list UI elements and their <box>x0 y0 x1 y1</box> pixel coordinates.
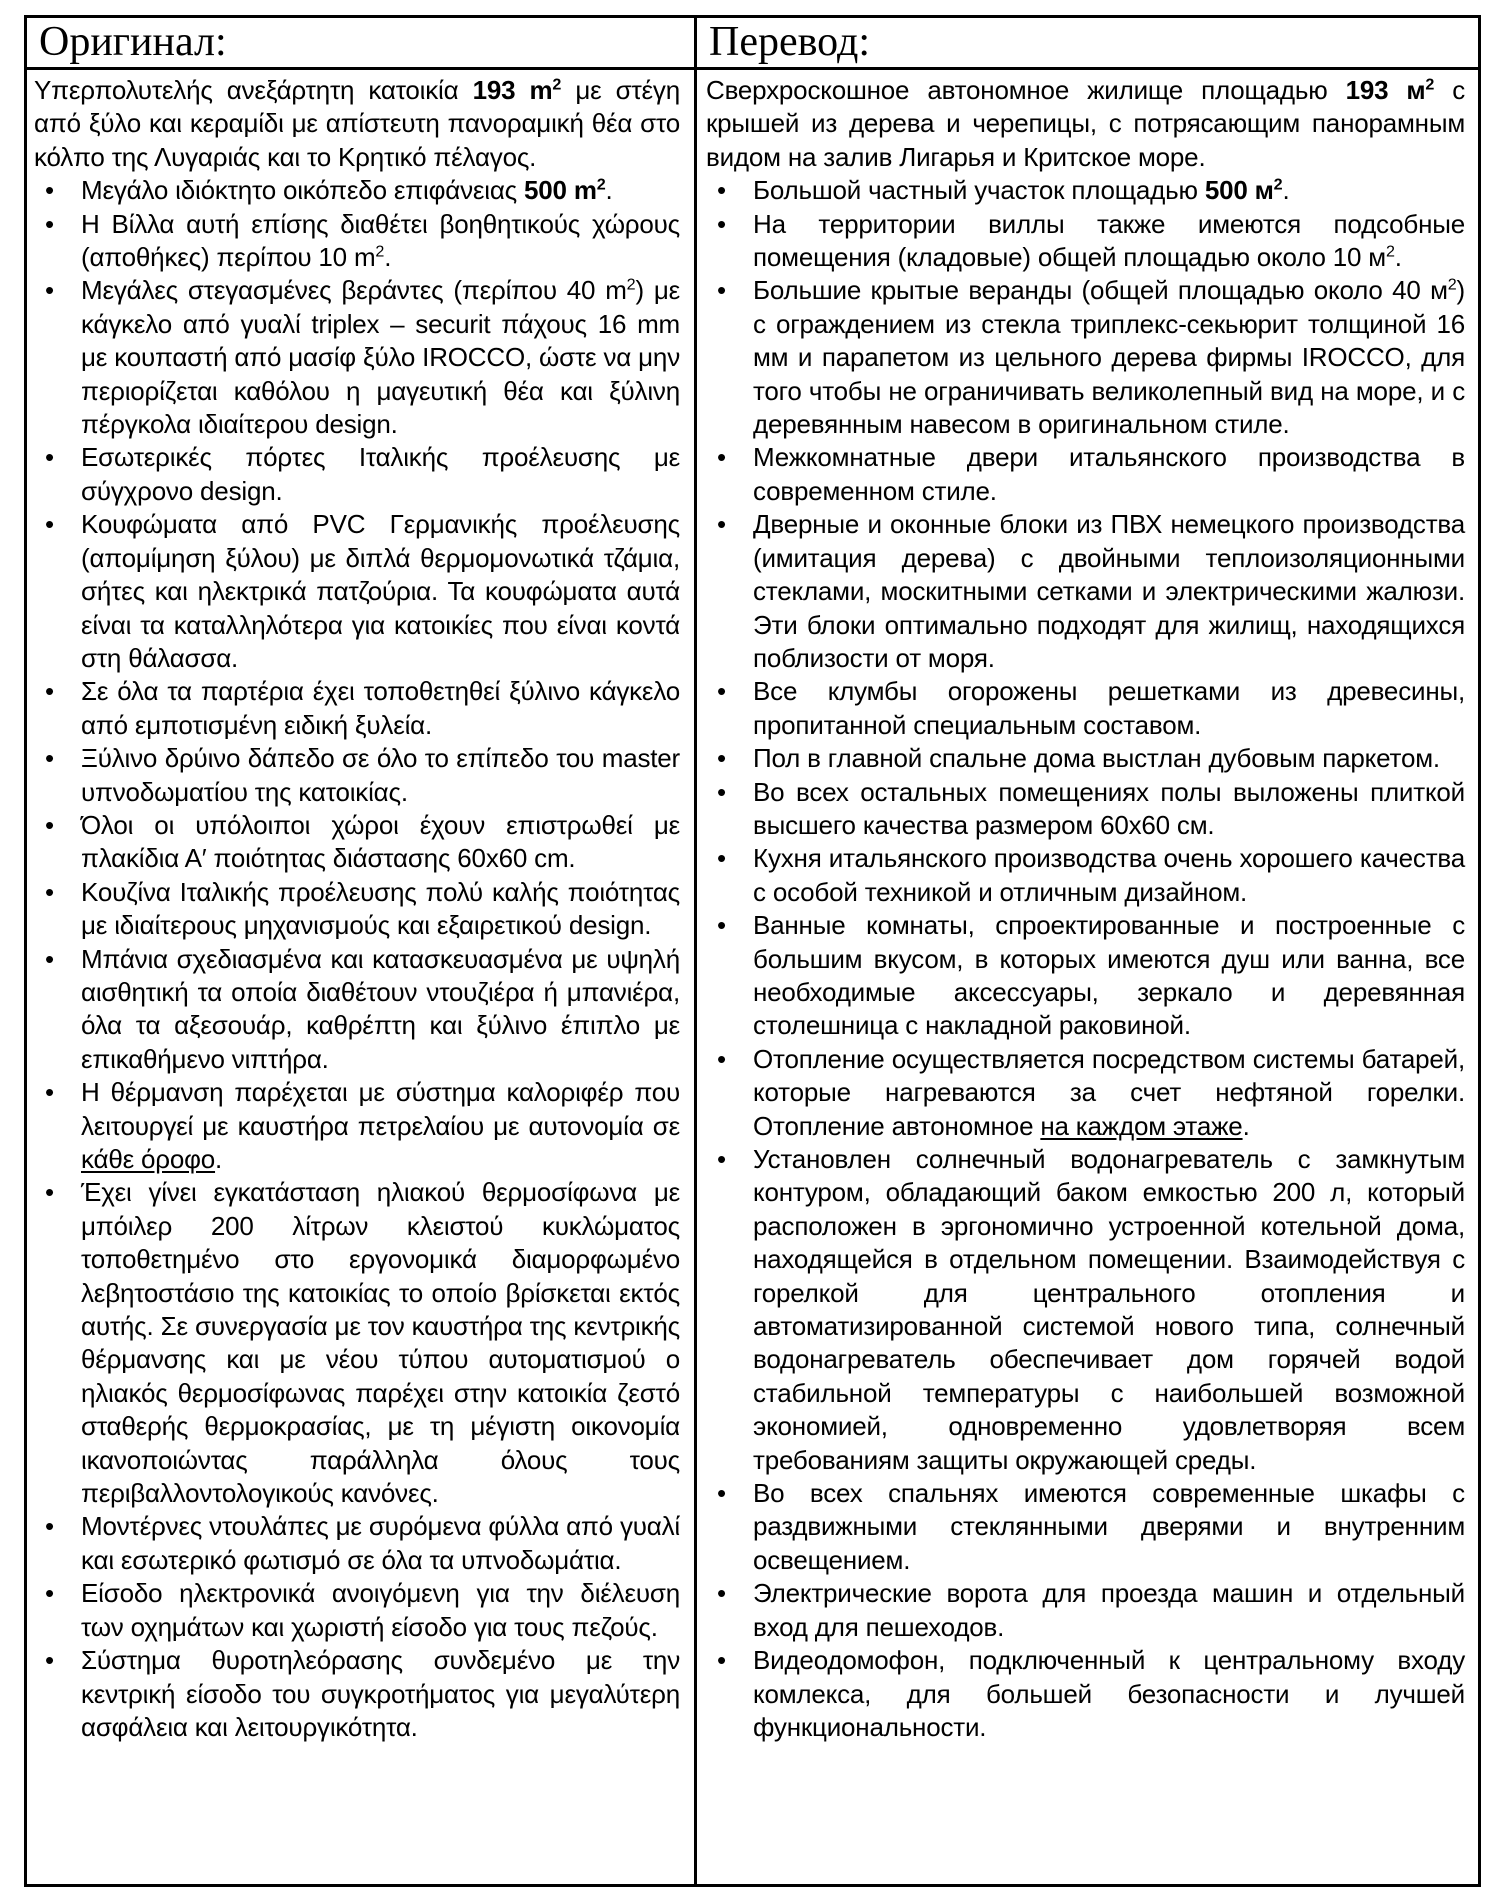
table-header-row <box>27 18 1478 70</box>
translation-intro-paragraph: Сверхроскошное автономное жилище площадью 193 $м^2$ с крышей из дерева и черепицы, с потрясающим панорамным видом на залив Лигарья и Критское море. <box>706 75 1466 172</box>
list-item: • Μεγάλες στεγασμένες βεράντες (περίπου 40 $m^2$) με κάγκελο από γυαλί triplex – securit πάχους 16 mm με κουπαστή από μασίφ ξύλο IROCCO, ώστε να μην περιορίζεται καθόλου η μαγευτική θέα και ξύλινη πέργκολα ιδιαίτερου design. <box>34 274 680 441</box>
list-item: • Во всех спальнях имеются современные шкафы с раздвижными стеклянными дверями и внутренним освещением. <box>706 1477 1465 1577</box>
list-item: • Электрические ворота для проезда машин и отдельный вход для пешеходов. <box>706 1577 1465 1644</box>
list-item: • Μοντέρνες ντουλάπες με συρόμενα φύλλα από γυαλί και εσωτερικό φωτισμό σε όλα τα υπνοδωμάτια. <box>34 1510 680 1577</box>
list-item: • Η Βίλλα αυτή επίσης διαθέτει βοηθητικούς χώρους (αποθήκες) περίπου 10 $m^2$. <box>34 208 680 275</box>
translation-bullet-list <box>706 174 1465 1744</box>
list-item: • Во всех остальных помещениях полы выложены плиткой высшего качества размером 60х60 см. <box>706 776 1465 843</box>
original-intro-paragraph: Υπερπολυτελής ανεξάρτητη κατοικία 193 $m^2$ με στέγη από ξύλο και κεραμίδι με απίστευτη πανοραμική θέα στο κόλπο της Λυγαριάς και το Κρητικό πέλαγος. <box>34 75 680 172</box>
column-header-original: Оригинал: <box>27 18 697 67</box>
list-item: • Кухня итальянского производства очень хорошего качества с особой техникой и отличным дизайном. <box>706 842 1465 909</box>
list-item: • Установлен солнечный водонагреватель с замкнутым контуром, обладающий баком емкостью 200 л, который расположен в эргономично устроенной котельной дома, находящейся в отдельном помещении. Взаимодействуя с горелкой для центрального отопления и автоматизированной системой нового типа, солнечный водонагреватель обеспечивает дом горячей водой стабильной температуры с наибольшей возможной экономией, одновременно удовлетворяя всем требованиям защиты окружающей среды. <box>706 1143 1465 1477</box>
list-item: • Ванные комнаты, спроектированные и построенные с большим вкусом, в которых имеются душ или ванна, все необходимые аксессуары, зеркало и деревянная столешница с накладной раковиной. <box>706 909 1465 1043</box>
list-item: • Έχει γίνει εγκατάσταση ηλιακού θερμοσίφωνα με μπόιλερ 200 λίτρων κλειστού κυκλώματος τοποθετημένο στο εργονομικά διαμορφωμένο λεβητοστάσιο της κατοικίας το οποίο βρίσκεται εκτός αυτής. Σε συνεργασία με τον καυστήρα της κεντρικής θέρμανσης και με νέου τύπου αυτοματισμού ο ηλιακός θερμοσίφωνας παρέχει στην κατοικία ζεστό σταθερής θερμοκρασίας, με τη μέγιστη οικονομία ικανοποιώντας παράλληλα όλους τους περιβαλλοντολογικούς κανόνες. <box>34 1176 680 1510</box>
column-header-translation: Перевод: <box>709 19 870 65</box>
list-item: • Большие крытые веранды (общей площадью около 40 $м^2$) с ограждением из стекла триплекс-секьюрит толщиной 16 мм и парапетом из цельного дерева фирмы IROCCO, для того чтобы не ограничивать великолепный вид на море, и с деревянным навесом в оригинальном стиле. <box>706 274 1465 441</box>
list-item: • Μεγάλο ιδιόκτητο οικόπεδο επιφάνειας 500 $m^2$. <box>34 174 680 207</box>
list-item: • Εσωτερικές πόρτες Ιταλικής προέλευσης με σύγχρονο design. <box>34 441 680 508</box>
translation-table <box>24 15 1481 1887</box>
list-item: • Είσοδο ηλεκτρονικά ανοιγόμενη για την διέλευση των οχημάτων και χωριστή είσοδο για τους πεζούς. <box>34 1577 680 1644</box>
list-item: • Все клумбы огорожены решетками из древесины, пропитанной специальным составом. <box>706 675 1465 742</box>
list-item: • Ξύλινο δρύινο δάπεδο σε όλο το επίπεδο του master υπνοδωματίου της κατοικίας. <box>34 742 680 809</box>
original-bullet-list <box>34 174 680 1744</box>
table-body-row <box>27 70 1478 1884</box>
list-item: • Σύστημα θυροτηλεόρασης συνδεμένο με την κεντρική είσοδο του συγκροτήματος για μεγαλύτερη ασφάλεια και λειτουργικότητα. <box>34 1644 680 1744</box>
list-item: • Пол в главной спальне дома выстлан дубовым паркетом. <box>706 742 1465 775</box>
list-item: • Κουφώματα από PVC Γερμανικής προέλευσης (απομίμηση ξύλου) με διπλά θερμομονωτικά τζάμια, σήτες και ηλεκτρικά πατζούρια. Τα κουφώματα αυτά είναι τα καταλληλότερα για κατοικίες που είναι κοντά στη θάλασσα. <box>34 508 680 675</box>
list-item: • Отопление осуществляется посредством системы батарей, которые нагреваются за счет нефтяной горелки. Отопление автономное на каждом этаже. <box>706 1043 1465 1143</box>
list-item: • Большой частный участок площадью 500 $м^2$. <box>706 174 1465 207</box>
list-item: • Όλοι οι υπόλοιποι χώροι έχουν επιστρωθεί με πλακίδια Α′ ποιότητας διάστασης 60x60 cm. <box>34 809 680 876</box>
list-item: • Η θέρμανση παρέχεται με σύστημα καλοριφέρ που λειτουργεί με καυστήρα πετρελαίου με αυτονομία σε κάθε όροφο. <box>34 1076 680 1176</box>
original-column-cell <box>27 70 697 1884</box>
list-item: • Σε όλα τα παρτέρια έχει τοποθετηθεί ξύλινο κάγκελο από εμποτισμένη ειδική ξυλεία. <box>34 675 680 742</box>
list-item: • Κουζίνα Ιταλικής προέλευσης πολύ καλής ποιότητας με ιδιαίτερους μηχανισμούς και εξαιρετικού design. <box>34 876 680 943</box>
list-item: • Μπάνια σχεδιασμένα και κατασκευασμένα με υψηλή αισθητική τα οποία διαθέτουν ντουζιέρα ή μπανιέρα, όλα τα αξεσουάρ, καθρέπτη και ξύλινο έπιπλο με επικαθήμενο νιπτήρα. <box>34 943 680 1077</box>
list-item: • Межкомнатные двери итальянского производства в современном стиле. <box>706 441 1465 508</box>
translation-column-cell <box>697 70 1478 1884</box>
list-item: • Видеодомофон, подключенный к центральному входу комлекса, для большей безопасности и лучшей функциональности. <box>706 1644 1465 1744</box>
list-item: • На территории виллы также имеются подсобные помещения (кладовые) общей площадью около 10 $м^2$. <box>706 208 1465 275</box>
list-item: • Дверные и оконные блоки из ПВХ немецкого производства (имитация дерева) с двойными теплоизоляционными стеклами, москитными сетками и электрическими жалюзи. Эти блоки оптимально подходят для жилищ, находящихся поблизости от моря. <box>706 508 1465 675</box>
